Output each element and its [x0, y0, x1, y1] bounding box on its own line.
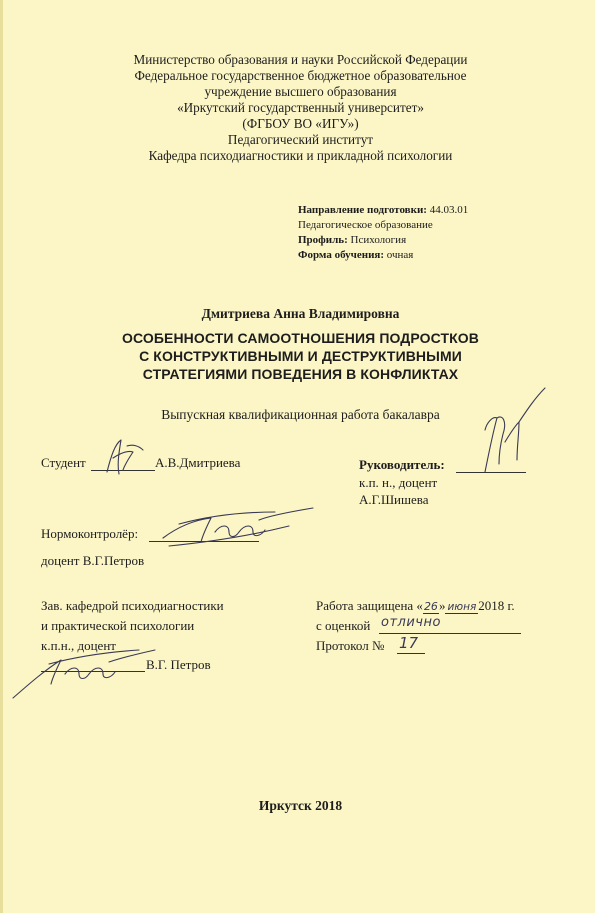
form-line	[298, 249, 413, 261]
supervisor-signature-icon	[455, 382, 555, 478]
title-line-1: ОСОБЕННОСТИ САМООТНОШЕНИЯ ПОДРОСТКОВ	[122, 330, 479, 346]
normcontrol-signature-icon	[149, 502, 319, 554]
profile-label: Профиль:	[298, 234, 348, 246]
direction-label: Направление подготовки:	[298, 204, 427, 216]
header-line-institution: учреждение высшего образования	[204, 84, 397, 99]
student-label: Студент	[41, 455, 86, 470]
defense-quote-close: »	[438, 598, 446, 613]
profile-value: Психология	[350, 234, 407, 246]
defense-prefix: Работа защищена «	[316, 598, 423, 613]
protocol-underline	[397, 653, 425, 654]
title-line-2: С КОНСТРУКТИВНЫМИ И ДЕСТРУКТИВНЫМИ	[139, 348, 462, 364]
grade-value: отлично	[381, 615, 441, 630]
student-signature-icon	[99, 436, 149, 478]
head-line-1: Зав. кафедрой психодиагностики	[41, 598, 224, 613]
defense-line	[316, 598, 515, 614]
thesis-title	[3, 329, 595, 383]
form-label: Форма обучения:	[298, 249, 385, 261]
direction-code: 44.03.01	[429, 204, 469, 216]
protocol-line	[316, 638, 384, 654]
city-year: Иркутск 2018	[258, 798, 343, 813]
student-name: А.В.Дмитриева	[155, 455, 241, 470]
header-line-university: «Иркутский государственный университет»	[177, 100, 424, 115]
normcontrol-name: доцент В.Г.Петров	[41, 553, 145, 568]
direction-name: Педагогическое образование	[298, 219, 433, 231]
institution-header	[3, 52, 595, 164]
normcontrol-label: Нормоконтролёр:	[41, 526, 139, 541]
work-type: Выпускная квалификационная работа бакалавра	[161, 407, 440, 422]
header-line-institute: Педагогический институт	[227, 132, 374, 147]
defense-day: 26	[423, 600, 438, 613]
supervisor-name: А.Г.Шишева	[359, 492, 429, 507]
supervisor-label: Руководитель:	[359, 457, 445, 472]
header-line-abbr: (ФГБОУ ВО «ИГУ»)	[242, 116, 359, 131]
head-name: В.Г. Петров	[146, 657, 211, 672]
header-line-department: Кафедра психодиагностики и прикладной психологии	[148, 148, 453, 163]
grade-line	[316, 618, 370, 634]
header-line-federal: Федеральное государственное бюджетное образовательное	[134, 68, 467, 83]
protocol-prefix: Протокол №	[316, 638, 385, 653]
form-value: очная	[386, 249, 414, 261]
defense-year: 2018 г.	[478, 598, 515, 613]
supervisor-degree: к.п. н., доцент	[359, 475, 438, 490]
profile-line	[298, 234, 406, 246]
grade-prefix: с оценкой	[316, 618, 371, 633]
title-line-3: СТРАТЕГИЯМИ ПОВЕДЕНИЯ В КОНФЛИКТАХ	[142, 366, 459, 382]
protocol-number: 17	[399, 634, 419, 652]
defense-month: июня	[447, 601, 477, 613]
author-name: Дмитриева Анна Владимировна	[201, 306, 400, 321]
header-line-ministry: Министерство образования и науки Российской Федерации	[133, 52, 468, 67]
head-line-2: и практической психологии	[41, 618, 195, 633]
head-signature-icon	[9, 640, 159, 702]
head-line-3: к.п.н., доцент	[41, 638, 116, 653]
direction-line	[298, 204, 468, 216]
